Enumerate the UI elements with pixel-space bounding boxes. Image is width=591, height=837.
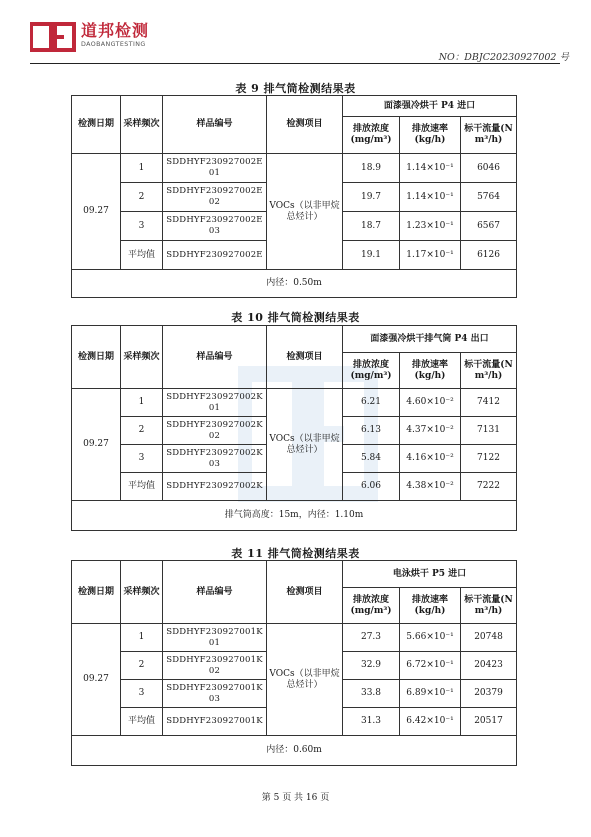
header-date: 检测日期 <box>72 326 121 389</box>
cell-sample-id: SDDHYF230927001K03 <box>163 680 267 708</box>
cell-sample-id: SDDHYF230927002K <box>163 473 267 501</box>
header-concentration: 排放浓度(mg/m³) <box>343 588 400 624</box>
cell-sample-id: SDDHYF230927002E02 <box>163 183 267 212</box>
cell-flow: 20517 <box>461 708 517 736</box>
cell-frequency: 3 <box>121 680 163 708</box>
table-row <box>72 624 517 652</box>
table-9 <box>71 95 517 298</box>
cell-flow: 7222 <box>461 473 517 501</box>
cell-concentration: 5.84 <box>343 445 400 473</box>
cell-concentration: 19.7 <box>343 183 400 212</box>
header-date: 检测日期 <box>72 561 121 624</box>
cell-concentration: 19.1 <box>343 241 400 270</box>
company-logo <box>30 22 149 52</box>
cell-concentration: 18.7 <box>343 212 400 241</box>
cell-sample-id: SDDHYF230927001K <box>163 708 267 736</box>
cell-rate: 1.14×10⁻¹ <box>400 183 461 212</box>
header-frequency: 采样频次 <box>121 96 163 154</box>
cell-sample-id: SDDHYF230927002K01 <box>163 389 267 417</box>
cell-frequency: 1 <box>121 389 163 417</box>
logo-english-name: DAOBANGTESTING <box>81 41 146 48</box>
document-number: NO：DBJC20230927002 号 <box>438 52 569 63</box>
cell-rate: 1.14×10⁻¹ <box>400 154 461 183</box>
cell-rate: 6.89×10⁻¹ <box>400 680 461 708</box>
header-rate: 排放速率(kg/h) <box>400 353 461 389</box>
header-sample-id: 样品编号 <box>163 326 267 389</box>
cell-test-item: VOCs（以非甲烷总烃计） <box>267 389 343 501</box>
cell-concentration: 6.06 <box>343 473 400 501</box>
cell-frequency: 2 <box>121 652 163 680</box>
header-rate: 排放速率(kg/h) <box>400 588 461 624</box>
cell-concentration: 27.3 <box>343 624 400 652</box>
logo-mark-icon <box>30 22 76 52</box>
cell-sample-id: SDDHYF230927002E <box>163 241 267 270</box>
header-date: 检测日期 <box>72 96 121 154</box>
cell-concentration: 6.13 <box>343 417 400 445</box>
table-row <box>72 154 517 183</box>
cell-flow: 20379 <box>461 680 517 708</box>
cell-concentration: 33.8 <box>343 680 400 708</box>
cell-date: 09.27 <box>72 389 121 501</box>
header-location: 面漆强冷烘干排气筒 P4 出口 <box>343 326 517 353</box>
cell-flow: 7412 <box>461 389 517 417</box>
header-flow: 标干流量(N m³/h) <box>461 117 517 154</box>
header-test-item: 检测项目 <box>267 561 343 624</box>
cell-concentration: 31.3 <box>343 708 400 736</box>
header-location: 电泳烘干 P5 进口 <box>343 561 517 588</box>
cell-sample-id: SDDHYF230927002E01 <box>163 154 267 183</box>
cell-flow: 6126 <box>461 241 517 270</box>
cell-test-item: VOCs（以非甲烷总烃计） <box>267 154 343 270</box>
cell-sample-id: SDDHYF230927002K02 <box>163 417 267 445</box>
header-location: 面漆强冷烘干 P4 进口 <box>343 96 517 117</box>
cell-flow: 6046 <box>461 154 517 183</box>
cell-test-item: VOCs（以非甲烷总烃计） <box>267 624 343 736</box>
cell-frequency: 2 <box>121 183 163 212</box>
cell-flow: 5764 <box>461 183 517 212</box>
page-number: 第 5 页 共 16 页 <box>261 793 330 803</box>
cell-rate: 5.66×10⁻¹ <box>400 624 461 652</box>
header-test-item: 检测项目 <box>267 96 343 154</box>
header-divider <box>30 63 560 64</box>
cell-rate: 4.60×10⁻² <box>400 389 461 417</box>
table-note: 内径：0.50m <box>72 270 517 298</box>
cell-sample-id: SDDHYF230927002K03 <box>163 445 267 473</box>
table-row <box>72 389 517 417</box>
cell-rate: 1.17×10⁻¹ <box>400 241 461 270</box>
cell-concentration: 18.9 <box>343 154 400 183</box>
cell-flow: 20423 <box>461 652 517 680</box>
cell-frequency: 3 <box>121 445 163 473</box>
cell-concentration: 6.21 <box>343 389 400 417</box>
cell-flow: 7122 <box>461 445 517 473</box>
cell-frequency: 平均值 <box>121 241 163 270</box>
cell-sample-id: SDDHYF230927001K02 <box>163 652 267 680</box>
cell-date: 09.27 <box>72 624 121 736</box>
cell-frequency: 1 <box>121 624 163 652</box>
cell-flow: 6567 <box>461 212 517 241</box>
cell-rate: 4.37×10⁻² <box>400 417 461 445</box>
cell-rate: 1.23×10⁻¹ <box>400 212 461 241</box>
cell-frequency: 3 <box>121 212 163 241</box>
header-frequency: 采样频次 <box>121 326 163 389</box>
cell-sample-id: SDDHYF230927002E03 <box>163 212 267 241</box>
header-concentration: 排放浓度(mg/m³) <box>343 353 400 389</box>
cell-rate: 4.38×10⁻² <box>400 473 461 501</box>
table-note: 内径：0.60m <box>72 736 517 766</box>
cell-date: 09.27 <box>72 154 121 270</box>
header-frequency: 采样频次 <box>121 561 163 624</box>
cell-rate: 6.42×10⁻¹ <box>400 708 461 736</box>
cell-flow: 7131 <box>461 417 517 445</box>
header-concentration: 排放浓度(mg/m³) <box>343 117 400 154</box>
table-11 <box>71 560 517 766</box>
header-flow: 标干流量(N m³/h) <box>461 588 517 624</box>
header-rate: 排放速率(kg/h) <box>400 117 461 154</box>
table-note: 排气筒高度：15m，内径：1.10m <box>72 501 517 531</box>
table-11-title: 表 11 排气筒检测结果表 <box>231 547 360 560</box>
cell-rate: 4.16×10⁻² <box>400 445 461 473</box>
table-10-title: 表 10 排气筒检测结果表 <box>231 311 360 324</box>
header-sample-id: 样品编号 <box>163 96 267 154</box>
header-sample-id: 样品编号 <box>163 561 267 624</box>
cell-frequency: 2 <box>121 417 163 445</box>
header-flow: 标干流量(N m³/h) <box>461 353 517 389</box>
cell-frequency: 平均值 <box>121 473 163 501</box>
cell-flow: 20748 <box>461 624 517 652</box>
table-9-title: 表 9 排气筒检测结果表 <box>235 82 356 95</box>
cell-concentration: 32.9 <box>343 652 400 680</box>
cell-rate: 6.72×10⁻¹ <box>400 652 461 680</box>
cell-frequency: 平均值 <box>121 708 163 736</box>
logo-chinese-name: 道邦检测 <box>81 21 150 40</box>
cell-sample-id: SDDHYF230927001K01 <box>163 624 267 652</box>
header-test-item: 检测项目 <box>267 326 343 389</box>
cell-frequency: 1 <box>121 154 163 183</box>
table-10 <box>71 325 517 531</box>
